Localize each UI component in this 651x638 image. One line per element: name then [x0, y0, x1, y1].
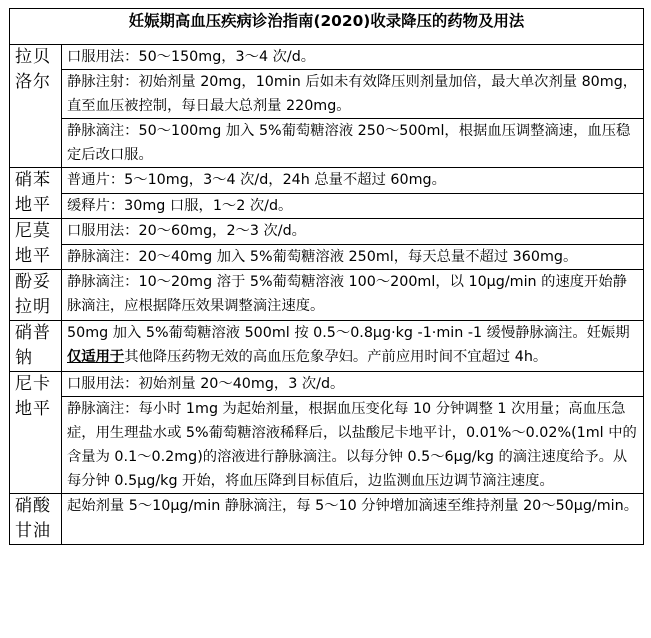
usage-cell: 静脉滴注：20～40mg 加入 5%葡萄糖溶液 250ml，每天总量不超过 360mg。 — [62, 244, 644, 270]
usage-cell: 口服用法：20～60mg，2～3 次/d。 — [62, 219, 644, 245]
table-row — [10, 193, 644, 219]
table-row — [10, 321, 644, 372]
drug-name-labetalol: 拉贝洛尔 — [10, 45, 62, 168]
drug-name-nicardipine: 尼卡地平 — [10, 372, 62, 494]
table-row — [10, 119, 644, 168]
drug-table — [9, 8, 644, 545]
page — [9, 8, 643, 545]
drug-name-nifedipine: 硝苯地平 — [10, 168, 62, 219]
usage-cell: 静脉滴注：每小时 1mg 为起始剂量，根据血压变化每 10 分钟调整 1 次用量；高血压急症，用生理盐水或 5%葡萄糖溶液稀释后，以盐酸尼卡地平计，0.01%～0.02%(1ml 中的含量为 0.1～0.2mg)的溶液进行静脉滴注。以每分钟 0.5～6μg/kg 的滴注速度给予。从每分钟 0.5μg/kg 开始，将血压降到目标值后，边监测血压边调节滴注速度。 — [62, 397, 644, 494]
table-row — [10, 397, 644, 494]
usage-cell: 静脉滴注：50～100mg 加入 5%葡萄糖溶液 250～500ml，根据血压调整滴速，血压稳定后改口服。 — [62, 119, 644, 168]
usage-cell: 缓释片：30mg 口服，1～2 次/d。 — [62, 193, 644, 219]
usage-cell: 静脉滴注：10～20mg 溶于 5%葡萄糖溶液 100～200ml，以 10μg/min 的速度开始静脉滴注，应根据降压效果调整滴注速度。 — [62, 270, 644, 321]
usage-text: 其他降压药物无效的高血压危象孕妇。产前应用时间不宜超过 4h。 — [124, 349, 548, 365]
table-title: 妊娠期高血压疾病诊治指南(2020)收录降压的药物及用法 — [10, 9, 644, 45]
table-row — [10, 244, 644, 270]
emphasis-text: 仅适用于 — [67, 349, 125, 365]
usage-cell: 普通片：5～10mg，3～4 次/d，24h 总量不超过 60mg。 — [62, 168, 644, 194]
usage-cell: 静脉注射：初始剂量 20mg，10min 后如未有效降压则剂量加倍，最大单次剂量 80mg，直至血压被控制，每日最大总剂量 220mg。 — [62, 70, 644, 119]
table-row — [10, 45, 644, 70]
table-row — [10, 270, 644, 321]
usage-cell: 口服用法：50～150mg，3～4 次/d。 — [62, 45, 644, 70]
table-row — [10, 494, 644, 545]
table-row — [10, 372, 644, 397]
table-row — [10, 168, 644, 194]
usage-cell: 起始剂量 5～10μg/min 静脉滴注，每 5～10 分钟增加滴速至维持剂量 20～50μg/min。 — [62, 494, 644, 545]
drug-name-nimodipine: 尼莫地平 — [10, 219, 62, 270]
table-title-row — [10, 9, 644, 45]
table-row — [10, 70, 644, 119]
table-row — [10, 219, 644, 245]
usage-cell: 口服用法：初始剂量 20～40mg，3 次/d。 — [62, 372, 644, 397]
drug-name-nitroglycerin: 硝酸甘油 — [10, 494, 62, 545]
drug-name-phentolamine: 酚妥拉明 — [10, 270, 62, 321]
usage-cell — [62, 321, 644, 372]
drug-name-nitroprusside: 硝普钠 — [10, 321, 62, 372]
usage-text: 50mg 加入 5%葡萄糖溶液 500ml 按 0.5～0.8μg·kg -1·min -1 缓慢静脉滴注。妊娠期 — [67, 325, 630, 341]
